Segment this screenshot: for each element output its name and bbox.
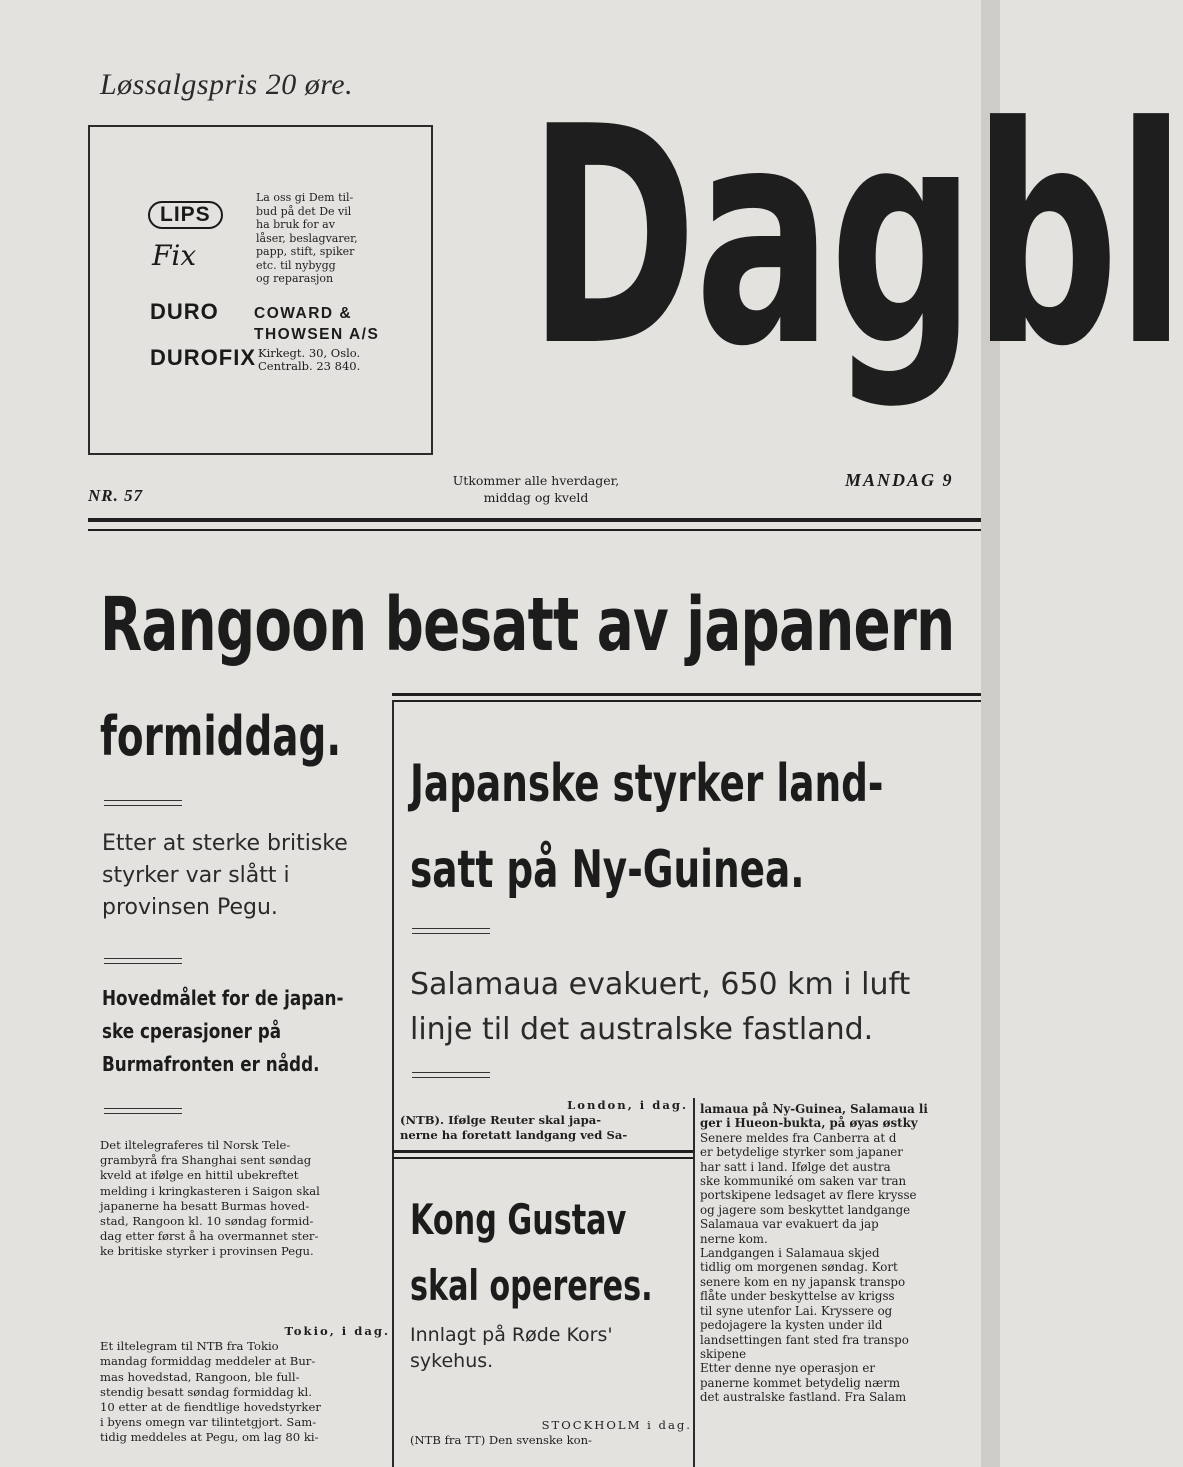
- main-headline-continued: formiddag.: [100, 705, 342, 768]
- middle-mid-rule-thin: [392, 1157, 693, 1159]
- advert-company: [254, 303, 379, 345]
- section-dash: [412, 1072, 490, 1078]
- section-dash: [104, 958, 182, 964]
- king-subheading: [410, 1322, 710, 1374]
- dateline: Tokio, i dag.: [284, 1324, 390, 1338]
- body-line: ger i Hueon-bukta, på øyas østky: [700, 1116, 918, 1131]
- middle-headline-line: satt på Ny-Guinea.: [410, 840, 805, 900]
- body-line: lamaua på Ny-Guinea, Salamaua li: [700, 1102, 928, 1116]
- body-line: pedojagere la kysten under ild: [700, 1318, 883, 1333]
- advert-address: [258, 347, 360, 373]
- middle-mid-rule: [392, 1150, 693, 1153]
- body-line: nerne kom.: [700, 1231, 768, 1246]
- king-headline: [410, 1192, 653, 1314]
- body-line: dag etter først å ha overmannet ster-: [100, 1229, 319, 1244]
- body-line: landsettingen fant sted fra transpo: [700, 1332, 909, 1347]
- body-line: mas hovedstad, Rangoon, ble full-: [100, 1369, 300, 1384]
- body-line: Salamaua var evakuert da jap: [700, 1217, 879, 1232]
- king-headline-line: skal opereres.: [410, 1261, 653, 1310]
- advert-text-line: og reparasjon: [256, 272, 334, 285]
- advert-brand-durofix: DUROFIX: [150, 345, 256, 370]
- body-line: panerne kommet betydelig nærm: [700, 1375, 901, 1390]
- body-line: til syne utenfor Lai. Kryssere og: [700, 1303, 893, 1318]
- body-line: Det iltelegraferes til Norsk Tele-: [100, 1138, 291, 1152]
- body-line: er betydelige styrker som japaner: [700, 1145, 903, 1160]
- advert-address-line: Centralb. 23 840.: [258, 359, 361, 373]
- publication-info: [436, 472, 636, 506]
- advert-box: [88, 125, 433, 455]
- column-rule-left: [392, 700, 394, 1467]
- body-line: mandag formiddag meddeler at Bur-: [100, 1354, 316, 1369]
- body-line: har satt i land. Ifølge det austra: [700, 1159, 891, 1174]
- issue-number: NR. 57: [88, 486, 144, 505]
- body-line: senere kom en ny japansk transpo: [700, 1274, 906, 1289]
- advert-brand-fix: Fix: [152, 239, 197, 272]
- king-subheading-line: sykehus.: [410, 1350, 494, 1372]
- body-line: ske kommuniké om saken var tran: [700, 1174, 907, 1189]
- king-body: [410, 1418, 692, 1448]
- middle-body: [400, 1098, 688, 1144]
- advert-text-line: etc. til nybygg: [256, 258, 336, 272]
- middle-subheading: [410, 962, 910, 1052]
- body-line: skipene: [700, 1346, 747, 1361]
- advert-brand-duro: DURO: [150, 299, 219, 324]
- publication-line: middag og kveld: [483, 490, 589, 505]
- middle-top-rule-thin: [392, 700, 981, 702]
- body-line: portskipene ledsaget av flere krysse: [700, 1188, 917, 1203]
- right-column-body: [700, 1102, 990, 1405]
- dateline: London, i dag.: [567, 1098, 688, 1112]
- left-subheading: Etter at sterke britiske styrker var slått i provinsen Pegu.: [102, 831, 348, 920]
- body-line: Senere meldes fra Canberra at d: [700, 1130, 897, 1145]
- body-line: japanerne ha besatt Burmas hoved-: [100, 1198, 310, 1213]
- column-rule-right: [693, 1098, 695, 1467]
- body-line: Et iltelegram til NTB fra Tokio: [100, 1339, 279, 1354]
- masthead-rule: [88, 518, 981, 522]
- section-dash: [412, 928, 490, 934]
- advert-brand-lips: LIPS: [148, 201, 223, 229]
- left-bold-subheading: [102, 982, 396, 1081]
- body-line: kveld at ifølge en hittil ubekreftet: [100, 1168, 299, 1183]
- publication-line: Utkommer alle hverdager,: [452, 473, 620, 488]
- body-line: Etter denne nye operasjon er: [700, 1361, 876, 1376]
- left-bold-subheading-line: Hovedmålet for de japan-: [102, 986, 344, 1010]
- left-bold-subheading-line: Burmafronten er nådd.: [102, 1052, 320, 1076]
- middle-subheading-line: linje til det australske fastland.: [410, 1012, 874, 1047]
- body-line: (NTB). Ifølge Reuter skal japa-: [400, 1113, 602, 1128]
- middle-subheading-line: Salamaua evakuert, 650 km i luft: [410, 967, 911, 1002]
- dateline: STOCKHOLM i dag.: [541, 1418, 692, 1432]
- body-line: stendig besatt søndag formiddag kl.: [100, 1384, 312, 1399]
- body-line: flåte under beskyttelse av krigss: [700, 1289, 895, 1304]
- body-line: tidig meddeles at Pegu, om lag 80 ki-: [100, 1430, 319, 1445]
- king-subheading-line: Innlagt på Røde Kors': [410, 1324, 613, 1346]
- body-line: 10 etter at de fiendtlige hovedstyrker: [100, 1400, 321, 1415]
- body-line: i byens omegn var tilintetgjort. Sam-: [100, 1415, 317, 1430]
- advert-company-line: THOWSEN A/S: [254, 326, 380, 343]
- advert-text-line: ha bruk for av: [256, 218, 335, 231]
- body-line: (NTB fra TT) Den svenske kon-: [410, 1433, 592, 1448]
- section-dash: [104, 800, 182, 806]
- left-bold-subheading-line: ske cperasjoner på: [102, 1019, 282, 1043]
- body-line: og jagere som beskyttet landgange: [700, 1202, 911, 1217]
- price-line: Løssalgspris 20 øre.: [100, 68, 354, 101]
- advert-text-line: papp, stift, spiker: [256, 245, 355, 258]
- middle-headline-line: Japanske styrker land-: [410, 754, 884, 814]
- body-line: ke britiske styrker i provinsen Pegu.: [100, 1244, 314, 1259]
- advert-company-line: COWARD &: [254, 305, 353, 322]
- masthead: Dagbl: [528, 63, 1183, 412]
- middle-top-rule: [392, 693, 981, 696]
- advert-text-line: låser, beslagvarer,: [256, 231, 358, 245]
- body-line: det australske fastland. Fra Salam: [700, 1390, 907, 1405]
- body-line: stad, Rangoon kl. 10 søndag formid-: [100, 1214, 314, 1229]
- advert-text-line: La oss gi Dem til-: [256, 191, 354, 204]
- body-line: nerne ha foretatt landgang ved Sa-: [400, 1128, 628, 1143]
- body-line: grambyrå fra Shanghai sent søndag: [100, 1153, 312, 1168]
- advert-text: [256, 191, 426, 286]
- issue-date: MANDAG 9: [845, 470, 954, 490]
- advert-text-line: bud på det De vil: [256, 204, 352, 218]
- body-line: Landgangen i Salamaua skjed: [700, 1246, 880, 1261]
- main-headline: Rangoon besatt av japanern: [100, 582, 955, 668]
- left-body: [100, 1138, 390, 1260]
- advert-address-line: Kirkegt. 30, Oslo.: [258, 346, 361, 360]
- masthead-rule-thin: [88, 529, 981, 531]
- body-line: melding i kringkasteren i Saigon skal: [100, 1183, 320, 1198]
- left-body-2: [100, 1324, 390, 1446]
- king-headline-line: Kong Gustav: [410, 1195, 627, 1244]
- body-line: tidlig om morgenen søndag. Kort: [700, 1260, 898, 1275]
- middle-headline: [410, 752, 883, 902]
- section-dash: [104, 1108, 182, 1114]
